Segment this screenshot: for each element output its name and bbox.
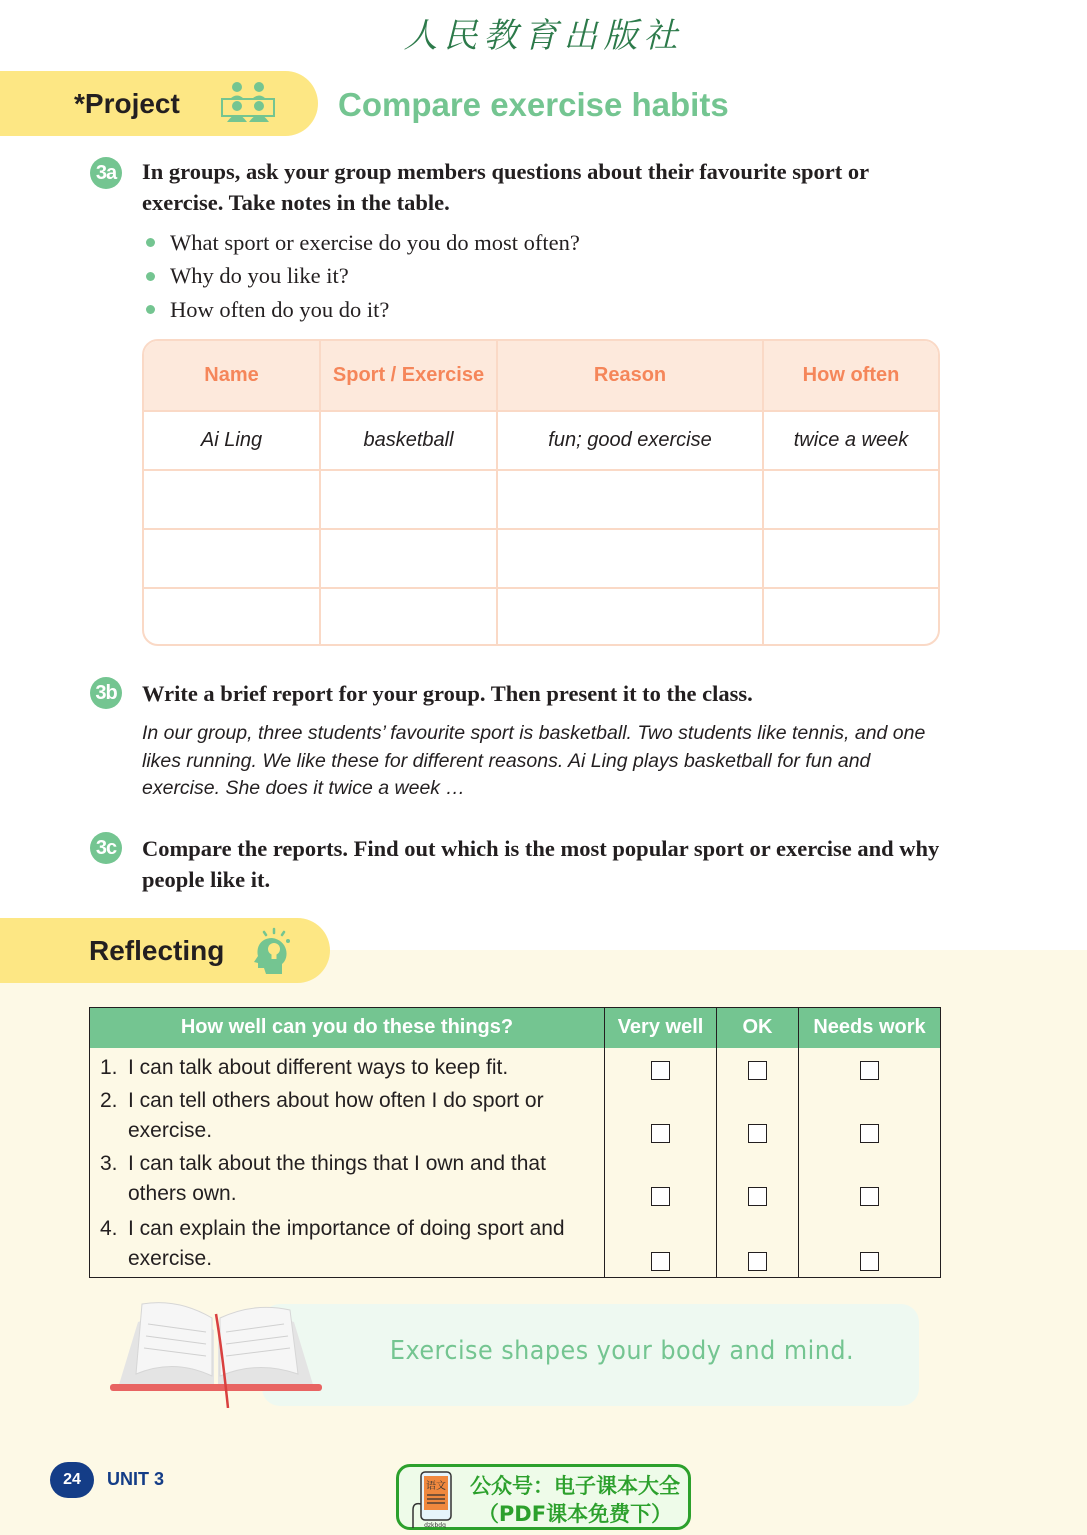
assessment-header [90, 1008, 941, 1048]
assessment-row [90, 1212, 941, 1278]
cell-how-often[interactable] [763, 470, 938, 529]
cell-reason[interactable] [497, 529, 763, 588]
cell-name[interactable] [144, 588, 320, 646]
publisher-logo: 人民教育出版社 [403, 16, 684, 56]
question-text: What sport or exercise do you do most often? [170, 229, 580, 255]
checkbox-ok[interactable] [748, 1252, 767, 1271]
cell-reason[interactable] [497, 588, 763, 646]
task-3b-instruction: Write a brief report for your group. Then present it to the class. [142, 681, 753, 706]
cell-sport[interactable] [320, 470, 497, 529]
statement-text: I can talk about different ways to keep fit. [128, 1055, 509, 1079]
question-item [146, 260, 580, 294]
column-header-name: Name [144, 341, 320, 411]
task-badge-3c: 3c [90, 832, 122, 864]
page-number: 24 [50, 1462, 94, 1498]
question-text: Why do you like it? [170, 263, 349, 289]
checkbox-very-well[interactable] [651, 1061, 670, 1080]
svg-text:dzkbdq: dzkbdq [424, 1522, 446, 1528]
statement-number: 2. [100, 1088, 118, 1112]
watermark-line-2: （PDF课本免费下） [477, 1502, 673, 1526]
bullet-icon [146, 305, 155, 314]
column-header-sport: Sport / Exercise [320, 341, 497, 411]
question-text: How often do you do it? [170, 296, 390, 322]
cell-how-often[interactable] [763, 529, 938, 588]
notes-table [142, 339, 940, 646]
cell-reason: fun; good exercise [497, 411, 763, 470]
statement-text: I can tell others about how often I do sport or exercise. [128, 1088, 544, 1142]
assessment-row [90, 1048, 941, 1086]
column-header-very-well: Very well [605, 1008, 717, 1048]
cell-how-often[interactable] [763, 588, 938, 646]
question-list [146, 226, 580, 327]
statement-text: I can talk about the things that I own and that others own. [128, 1151, 546, 1205]
assessment-statement [90, 1086, 605, 1149]
checkbox-ok[interactable] [748, 1061, 767, 1080]
statement-number: 3. [100, 1151, 118, 1175]
task-badge-3a: 3a [90, 157, 122, 189]
reflecting-label: Reflecting [89, 935, 225, 966]
checkbox-needs-work[interactable] [860, 1124, 879, 1143]
column-header-ok: OK [717, 1008, 799, 1048]
assessment-row [90, 1149, 941, 1212]
sample-report: In our group, three students’ favourite sport is basketball. Two students like tennis, and one likes running. We like these for different reasons. Ai Ling plays basketball for fun and exercise. She does it twice a week … [142, 722, 926, 799]
checkbox-ok[interactable] [748, 1124, 767, 1143]
checkbox-very-well[interactable] [651, 1187, 670, 1206]
assessment-row [90, 1086, 941, 1149]
checkbox-very-well[interactable] [651, 1124, 670, 1143]
column-header-needs-work: Needs work [799, 1008, 941, 1048]
table-row[interactable] [144, 588, 938, 646]
cell-sport: basketball [320, 411, 497, 470]
cell-sport[interactable] [320, 529, 497, 588]
column-header-statement: How well can you do these things? [90, 1008, 605, 1048]
question-item [146, 293, 580, 327]
column-header-reason: Reason [497, 341, 763, 411]
ebook-tablet-icon [411, 1470, 459, 1528]
question-item [146, 226, 580, 260]
assessment-statement [90, 1149, 605, 1212]
bullet-icon [146, 238, 155, 247]
checkbox-very-well[interactable] [651, 1252, 670, 1271]
checkbox-needs-work[interactable] [860, 1187, 879, 1206]
checkbox-ok[interactable] [748, 1187, 767, 1206]
self-assessment-table [89, 1007, 941, 1278]
group-discussion-icon [218, 80, 278, 126]
task-3a-instruction: In groups, ask your group members questions about their favourite sport or exercise. Take notes in the table. [142, 159, 869, 215]
table-row[interactable] [144, 529, 938, 588]
checkbox-needs-work[interactable] [860, 1061, 879, 1080]
cell-reason[interactable] [497, 470, 763, 529]
notes-table-header [144, 341, 938, 411]
statement-number: 1. [100, 1055, 118, 1079]
cell-how-often: twice a week [763, 411, 938, 470]
watermark-line-1: 公众号：电子课本大全 [470, 1474, 680, 1498]
cell-sport[interactable] [320, 588, 497, 646]
task-3c-instruction: Compare the reports. Find out which is the most popular sport or exercise and why people like it. [142, 836, 940, 892]
cell-name[interactable] [144, 470, 320, 529]
cell-name: Ai Ling [144, 411, 320, 470]
watermark-banner[interactable] [396, 1464, 691, 1530]
table-row[interactable] [144, 470, 938, 529]
assessment-statement [90, 1048, 605, 1086]
head-lightbulb-icon [252, 926, 294, 974]
table-row [144, 411, 938, 470]
quote-text: Exercise shapes your body and mind. [389, 1336, 855, 1366]
unit-label: UNIT 3 [107, 1469, 165, 1489]
assessment-statement [90, 1212, 605, 1278]
task-badge-3b: 3b [90, 677, 122, 709]
checkbox-needs-work[interactable] [860, 1252, 879, 1271]
statement-text: I can explain the importance of doing sport and exercise. [128, 1217, 565, 1270]
project-title: Compare exercise habits [338, 86, 729, 123]
column-header-how-often: How often [763, 341, 938, 411]
cell-name[interactable] [144, 529, 320, 588]
bullet-icon [146, 272, 155, 281]
statement-number: 4. [100, 1217, 118, 1240]
svg-text:语文: 语文 [426, 1481, 446, 1492]
project-label: *Project [74, 88, 180, 119]
